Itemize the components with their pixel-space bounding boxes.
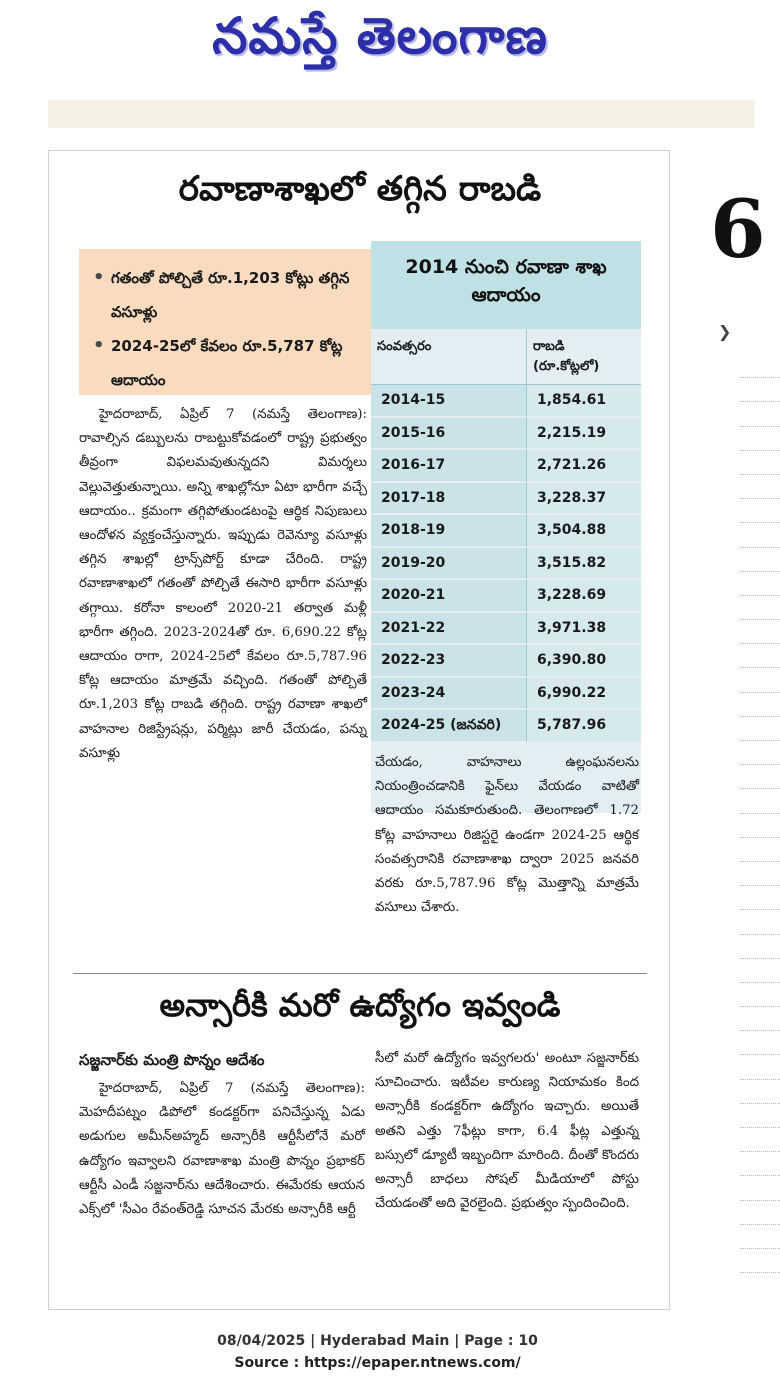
adjacent-text-line: [740, 402, 780, 426]
table-cell-value: 6,990.22: [527, 678, 641, 711]
table-row: [371, 613, 641, 646]
second-article-headline: అన్సారీకి మరో ఉద్యోగం ఇవ్వండి: [159, 986, 561, 1024]
table-cell-year: 2016-17: [371, 450, 527, 483]
adjacent-headline-digit: 6: [710, 182, 766, 276]
adjacent-text-line: [740, 717, 780, 741]
article-body-right: చేయడం, వాహనాలు ఉల్లంఘనలను నియంత్రించడానికి ఫైన్‌లు వేయడం వాటితో ఆదాయం సమకూరుతుంది. తెలంగాణలో 1.72 కోట్ల వాహనాలు రిజిస్టరై ఉండగా 2024-25 ఆర్థిక సంవత్సరానికి రవాణాశాఖ ద్వారా 2025 జనవరి వరకు రూ.5,787.96 కోట్ల మొత్తాన్ని మాత్రమే వసూలు చేశారు.: [375, 755, 639, 916]
adjacent-text-line: [740, 548, 780, 572]
article-headline: రవాణాశాఖలో తగ్గిన రాబడి: [178, 169, 542, 209]
adjacent-text-line: [740, 1201, 780, 1225]
table-cell-value: 3,971.38: [527, 613, 641, 646]
table-row: [371, 418, 641, 451]
table-row: [371, 450, 641, 483]
table-cell-year: 2017-18: [371, 483, 527, 516]
adjacent-text-line: [740, 644, 780, 668]
highlights-box: [79, 249, 376, 395]
table-row: [371, 710, 641, 743]
second-article-body-right: సీలో మరో ఉద్యోగం ఇవ్వగలరు' అంటూ సజ్జనార్‌కు సూచించారు. ఇటీవల కారుణ్య నియామకం కింద అన్సారీకి కండక్టర్‌గా ఉద్యోగం ఇచ్చారు. అయితే అతని ఎత్తు 7ఫీట్లు కాగా, 6.4 ఫీట్ల ఎత్తున్న బస్సులో డ్యూటీ ఇబ్బందిగా మారింది. దీంతో కొందరు అన్సారీ బాధలు సోషల్ మీడియాలో పోస్టు చేయడంతో అది వైరలైంది. ప్రభుత్వం స్పందించింది.: [375, 1051, 639, 1212]
adjacent-text-line: [740, 789, 780, 813]
second-article-body-left: హైదరాబాద్, ఏప్రిల్ 7 (నమస్తే తెలంగాణ): మెహదీపట్నం డిపోలో కండక్టర్‌గా పనిచేస్తున్న ఏడు అడుగుల అమీన్‌అహ్మద్ అన్సారీకి ఆర్టీసీలోనే మరో ఉద్యోగం ఇవ్వాలని రవాణాశాఖ మంత్రి పొన్నం ప్రభాకర్ ఆర్టీసీ ఎండీ సజ్జనార్‌ను ఆదేశించారు. ఈమేరకు ఆయన ఎక్స్‌లో 'సీఎం రేవంత్‌రెడ్డి సూచన మేరకు అన్సారీకి ఆర్టీ: [79, 1081, 365, 1218]
table-body: [371, 385, 641, 743]
table-cell-year: 2019-20: [371, 548, 527, 581]
adjacent-text-line: [740, 572, 780, 596]
article-body-left: హైదరాబాద్, ఏప్రిల్ 7 (నమస్తే తెలంగాణ): రావాల్సిన డబ్బులను రాబట్టుకోవడంలో రాష్ట్ర ప్రభుత్వం తీవ్రంగా విఫలమవుతున్నదని విమర్శలు వెల్లువెత్తుతున్నాయి. అన్ని శాఖల్లోనూ ఏటా భారీగా వచ్చే ఆదాయం.. క్రమంగా తగ్గిపోతుండటంపై ఆర్థిక నిపుణులు ఆందోళన వ్యక్తంచేస్తున్నారు. ఇప్పుడు రెవెన్యూ వసూళ్లు తగ్గిన శాఖల్లో ట్రాన్స్‌పోర్ట్ కూడా చేరింది. రాష్ట్ర రవాణాశాఖలో గతంతో పోల్చితే ఈసారి భారీగా వసూళ్లు తగ్గాయి. కరోనా కాలంలో 2020-21 తర్వాత మళ్లీ భారీగా తగ్గింది. 2023-2024తో రూ. 6,690.22 కోట్ల ఆదాయం రాగా, 2024-25లో కేవలం రూ.5,787.96 కోట్ల ఆదాయం మాత్రమే వచ్చింది. గతంతో పోల్చితే రూ.1,203 కోట్ల రాబడి తగ్గింది. రాష్ట్ర రవాణా శాఖలో వాహనాల రిజిస్ట్రేషన్లు, పర్మిట్లు జారీ చేయడం, పన్ను వసూళ్లు: [79, 407, 367, 761]
table-header: [371, 329, 641, 385]
table-cell-year: 2021-22: [371, 613, 527, 646]
adjacent-text-line: [740, 378, 780, 402]
adjacent-text-lines: [740, 354, 780, 1273]
adjacent-text-line: [740, 765, 780, 789]
table-cell-value: 2,215.19: [527, 418, 641, 451]
adjacent-text-line: [740, 1055, 780, 1079]
table-cell-year: 2022-23: [371, 645, 527, 678]
footer-dateline: 08/04/2025 | Hyderabad Main | Page : 10: [217, 1333, 538, 1349]
table-cell-year: 2018-19: [371, 515, 527, 548]
table-cell-year: 2014-15: [371, 385, 527, 418]
table-row: [371, 645, 641, 678]
table-cell-year: 2023-24: [371, 678, 527, 711]
adjacent-text-line: [740, 693, 780, 717]
table-row: [371, 515, 641, 548]
footer-source-link[interactable]: Source : https://epaper.ntnews.com/: [234, 1355, 521, 1371]
adjacent-text-line: [740, 620, 780, 644]
article-divider: [73, 973, 647, 974]
page-footer: [0, 1330, 755, 1374]
table-row: [371, 548, 641, 581]
adjacent-text-line: [740, 886, 780, 910]
adjacent-text-line: [740, 1104, 780, 1128]
highlight-item: • 2024-25లో కేవలం రూ.5,787 కోట్ల ఆదాయం: [93, 329, 366, 397]
adjacent-text-line: [740, 1128, 780, 1152]
adjacent-text-line: [740, 523, 780, 547]
header-strip: [48, 100, 755, 128]
table-cell-year: 2024-25 (జనవరి): [371, 710, 527, 743]
masthead: [0, 0, 755, 80]
column-header-value: రాబడి (రూ.కోట్లలో): [533, 339, 600, 374]
table-row: [371, 678, 641, 711]
table-cell-value: 3,228.69: [527, 580, 641, 613]
adjacent-text-line: [740, 862, 780, 886]
adjacent-text-line: [740, 668, 780, 692]
table-title: 2014 నుంచి రవాణా శాఖ ఆదాయం: [371, 241, 641, 329]
adjacent-text-line: [740, 741, 780, 765]
adjacent-text-line: [740, 1152, 780, 1176]
table-cell-year: 2015-16: [371, 418, 527, 451]
adjacent-text-line: [740, 983, 780, 1007]
adjacent-text-line: [740, 1176, 780, 1200]
second-article-subheading: సజ్జనార్‌కు మంత్రి పొన్నం ఆదేశం: [79, 1051, 265, 1069]
table-row: [371, 483, 641, 516]
table-row: [371, 580, 641, 613]
adjacent-text-line: [740, 1249, 780, 1273]
revenue-table: [371, 241, 641, 813]
adjacent-text-line: [740, 1225, 780, 1249]
table-cell-year: 2020-21: [371, 580, 527, 613]
adjacent-text-line: [740, 814, 780, 838]
adjacent-text-line: [740, 935, 780, 959]
chevron-right-icon: ❯: [718, 322, 732, 341]
article-page: [48, 150, 670, 1310]
table-cell-value: 3,504.88: [527, 515, 641, 548]
table-cell-value: 5,787.96: [527, 710, 641, 743]
table-cell-value: 3,228.37: [527, 483, 641, 516]
adjacent-text-line: [740, 475, 780, 499]
newspaper-logo: నమస్తే తెలంగాణ: [212, 6, 548, 65]
adjacent-text-line: [740, 1031, 780, 1055]
table-cell-value: 3,515.82: [527, 548, 641, 581]
column-header-year: సంవత్సరం: [371, 329, 527, 384]
adjacent-text-line: [740, 910, 780, 934]
highlight-item: • గతంతో పోల్చితే రూ.1,203 కోట్లు తగ్గిన వసూళ్లు: [93, 261, 366, 329]
adjacent-text-line: [740, 596, 780, 620]
adjacent-text-line: [740, 499, 780, 523]
adjacent-text-line: [740, 354, 780, 378]
adjacent-text-line: [740, 427, 780, 451]
adjacent-text-line: [740, 959, 780, 983]
adjacent-text-line: [740, 1007, 780, 1031]
adjacent-text-line: [740, 1080, 780, 1104]
adjacent-text-line: [740, 838, 780, 862]
table-cell-value: 6,390.80: [527, 645, 641, 678]
table-cell-value: 1,854.61: [527, 385, 641, 418]
table-row: [371, 385, 641, 418]
table-cell-value: 2,721.26: [527, 450, 641, 483]
adjacent-article-crop: [670, 150, 766, 1310]
adjacent-text-line: [740, 451, 780, 475]
